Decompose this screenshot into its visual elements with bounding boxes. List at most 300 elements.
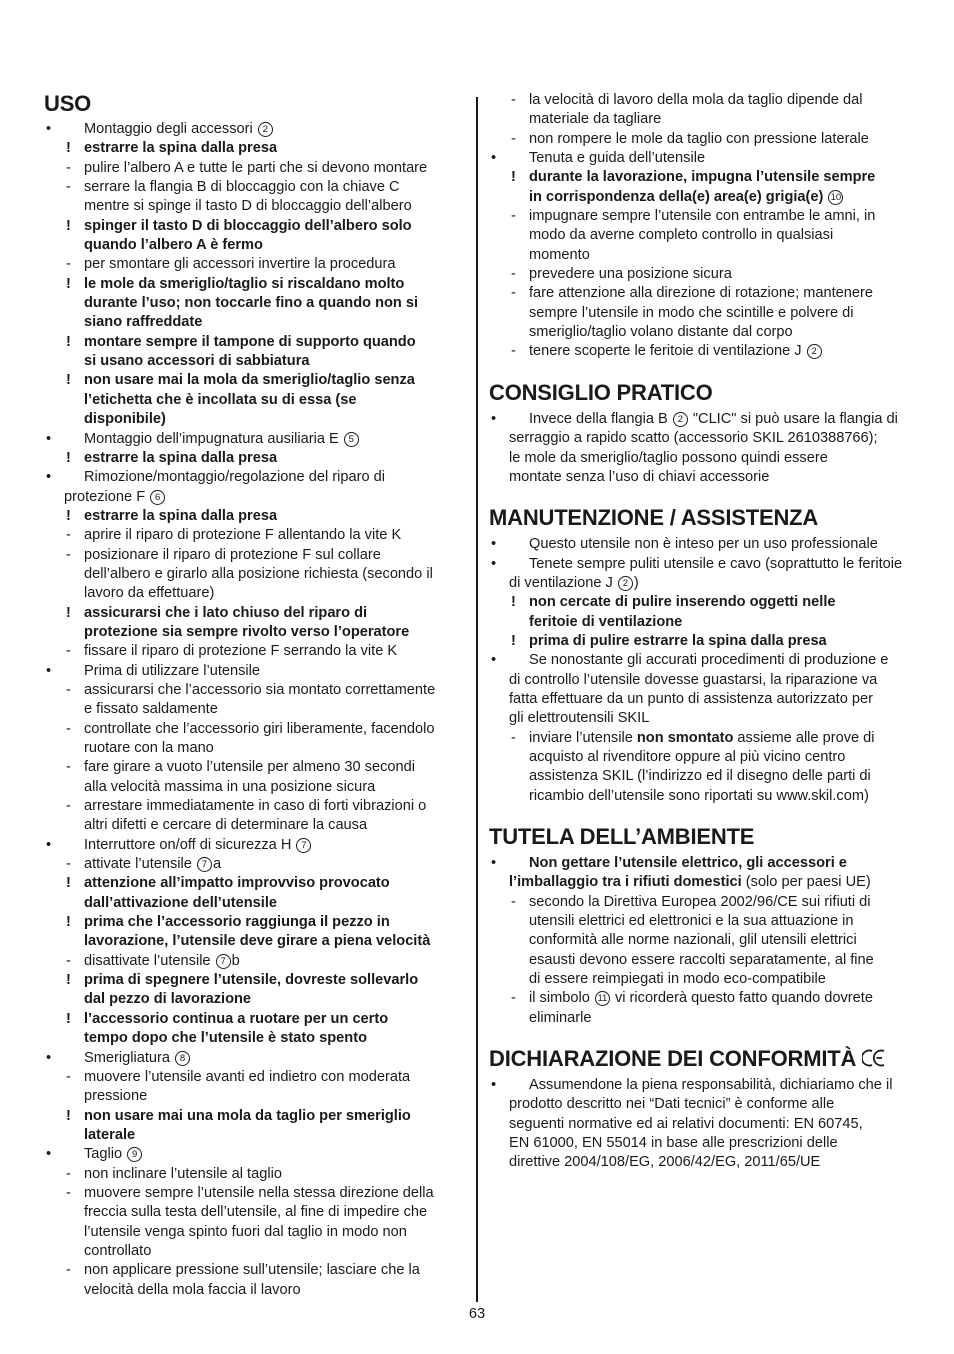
text: non inclinare l’utensile al taglio [84,1165,282,1182]
dash-item [489,342,913,361]
bold-text: siano raffreddate [84,314,203,331]
text: l’utensile venga spinto fuori dal taglio in modo non [84,1223,407,1240]
bullet-item [44,1145,468,1164]
dash-marker: - [66,1165,71,1182]
text-line [489,429,913,448]
bullet-marker: • [491,652,497,669]
warning-marker: ! [66,275,71,292]
dash-marker: - [66,527,71,544]
text-line [489,931,913,950]
dash-marker: - [511,343,516,360]
text-line [44,391,468,410]
text-line [44,894,468,913]
text: pressione [84,1088,148,1105]
text: e fissato saldamente [84,701,218,718]
text: impugnare sempre l’utensile con entrambe le amni, in [529,208,876,225]
text: Tenete sempre puliti utensile e cavo (soprattutto le feritoie [529,555,903,572]
bold-text: disponibile) [84,411,166,428]
text: direttive 2004/108/EG, 2006/42/EG, 2011/65/UE [509,1154,821,1171]
text: Se nonostante gli accurati procedimenti di produzione e [529,652,889,669]
warning-item [489,593,913,612]
text: Tenuta e guida dell’utensile [529,150,706,167]
bullet-item [44,662,468,681]
text: materiale da tagliare [529,111,662,128]
bold-text: tempo dopo che l’utensile è stato spento [84,1030,367,1047]
bold-text: non usare mai la mola da smeriglio/taglio senza [84,372,415,389]
bold-text: l’etichetta che è incollata su di essa (se [84,391,357,408]
text-line [489,110,913,129]
text: assieme alle prove di [733,729,875,746]
text-line [489,767,913,786]
dash-marker: - [66,856,71,873]
warning-item [44,507,468,526]
text: smeriglio/taglio volano distante dal corpo [529,324,793,341]
warning-marker: ! [511,169,516,186]
text: b [231,952,240,969]
dash-item [44,546,468,565]
bullet-item [489,854,913,873]
bullet-marker: • [46,1146,52,1163]
bullet-marker: • [491,555,497,572]
text: muovere l’utensile avanti ed indietro con moderata [84,1068,411,1085]
warning-marker: ! [66,875,71,892]
warning-marker: ! [511,632,516,649]
warning-marker: ! [66,914,71,931]
dash-item [44,1165,468,1184]
bold-text: quando l’albero A è fermo [84,237,263,254]
dash-marker: - [66,1184,71,1201]
text: fare girare a vuoto l’utensile per almeno 30 secondi [84,759,415,776]
dash-marker: - [511,285,516,302]
dash-item [489,893,913,912]
dash-marker: - [511,893,516,910]
text: non rompere le mole da taglio con pressione laterale [529,130,869,147]
text-line [44,1029,468,1048]
figure-ref-number: 11 [595,991,610,1006]
text: assicurarsi che l’accessorio sia montato correttamente [84,681,436,698]
warning-marker: ! [66,140,71,157]
text-line [44,565,468,584]
bold-text: non smontato [636,729,734,746]
section [489,505,913,806]
figure-ref-number: 5 [344,432,359,447]
text: di ventilazione J [509,574,617,591]
text-line [44,197,468,216]
text: per smontare gli accessori invertire la procedura [84,256,396,273]
text-line [489,323,913,342]
text-line [489,709,913,728]
bullet-marker: • [46,469,52,486]
text: Questo utensile non è inteso per un uso professionale [529,536,878,553]
dash-item [489,284,913,303]
bullet-marker: • [491,410,497,427]
text: Invece della flangia B [529,410,672,427]
page-number: 63 [468,1306,486,1322]
text-line [489,748,913,767]
dash-item [44,526,468,545]
bullet-item [489,651,913,670]
figure-ref-number: 2 [673,412,688,427]
figure-ref-number: 7 [216,954,231,969]
figure-ref-number: 10 [828,190,843,205]
warning-item [44,449,468,468]
text: gli elettroutensili SKIL [509,710,650,727]
section-title: MANUTENZIONE / ASSISTENZA [489,505,819,531]
text-line [489,613,913,632]
bold-text: l’accessorio continua a ruotare per un certo [84,1010,389,1027]
text-line [489,1115,913,1134]
section-title: DICHIARAZIONE DEI CONFORMITÀ [489,1046,913,1072]
dash-item [44,642,468,661]
warning-item [44,371,468,390]
bold-text: montare sempre il tampone di supporto quando [84,333,416,350]
text-line [489,671,913,690]
dash-item [489,130,913,149]
bullet-marker: • [491,150,497,167]
figure-ref-number: 2 [258,122,273,137]
dash-item [44,255,468,274]
text-line [44,488,468,507]
warning-marker: ! [66,1107,71,1124]
text-line [44,294,468,313]
section [489,380,913,487]
bold-text: feritoie di ventilazione [529,613,683,630]
text: Interruttore on/off di sicurezza H [84,836,296,853]
warning-marker: ! [66,604,71,621]
dash-marker: - [66,179,71,196]
text-line [44,410,468,429]
text: altri difetti e cercare di determinare la causa [84,817,368,834]
bold-text: lavorazione, l’utensile deve girare a piena velocità [84,933,431,950]
warning-item [44,333,468,352]
warning-item [44,604,468,623]
warning-marker: ! [66,972,71,989]
text: alla velocità massima in una posizione sicura [84,778,376,795]
dash-item [489,91,913,110]
text: mentre si spinge il tasto D di bloccaggio dell’albero [84,198,412,215]
text: freccia sulla testa dell’utensile, al fine di impedire che [84,1204,428,1221]
warning-item [44,913,468,932]
figure-ref-number: 7 [197,857,212,872]
text: il simbolo [529,990,594,1007]
text-line [489,951,913,970]
text-line [489,690,913,709]
text: di controllo l’utensile dovesse guastarsi, la riparazione va [509,671,878,688]
text-line [44,739,468,758]
text: di essere reimpiegati in modo eco-compatibile [529,971,826,988]
figure-ref-number: 8 [175,1051,190,1066]
section [489,824,913,1028]
bold-text: si usano accessori di sabbiatura [84,353,310,370]
dash-item [44,797,468,816]
dash-marker: - [511,92,516,108]
text-line [44,1281,468,1300]
bullet-marker: • [46,836,52,853]
text: ruotare con la mano [84,740,214,756]
bullet-marker: • [491,1077,497,1094]
left-column [44,91,468,1300]
bullet-item [44,120,468,139]
text: serraggio a rapido scatto (accessorio SKIL 2610388766); [509,430,878,447]
bold-text: estrarre la spina dalla presa [84,449,278,466]
text-line [489,468,913,487]
text-line [44,352,468,371]
dash-marker: - [66,681,71,698]
text-line [44,313,468,332]
text: ricambio dell’utensile sono riportati su www.skil.com) [529,787,869,804]
text-line [44,1087,468,1106]
text: sempre l’utensile in modo che scintille e polvere di [529,304,854,321]
text: fissare il riparo di protezione F serrando la vite K [84,643,398,660]
dash-item [44,1068,468,1087]
text: assistenza SKIL (l’indirizzo ed il disegno delle parti di [529,768,871,785]
text: conformità alle norme nazionali, glil utensili elettrici [529,932,857,949]
bold-text: spinger il tasto D di bloccaggio dell’albero solo [84,217,412,234]
bold-text: dall’attivazione dell’utensile [84,894,278,911]
text: Montaggio dell’impugnatura ausiliaria E [84,430,343,447]
text-line [489,304,913,323]
figure-ref-number: 9 [127,1147,142,1162]
bold-text: prima che l’accessorio raggiunga il pezzo in [84,914,390,931]
bullet-item [489,410,913,429]
text: arrestare immediatamente in caso di forti vibrazioni o [84,798,427,815]
text: ) [633,574,639,591]
text: montate senza l’uso di chiavi accessorie [509,468,770,485]
warning-item [44,275,468,294]
text: secondo la Direttiva Europea 2002/96/CE sui rifiuti di [529,893,871,910]
figure-ref-number: 2 [618,576,633,591]
dash-marker: - [66,720,71,737]
bold-text: protezione sia sempre rivolto verso l’operatore [84,623,410,640]
text: le mole da smeriglio/taglio possono quindi essere [509,449,828,466]
bullet-marker: • [491,855,497,871]
text: vi ricorderà questo fatto quando dovrete [610,990,873,1007]
text: velocità della mola faccia il lavoro [84,1281,301,1298]
right-column [489,91,913,1173]
dash-marker: - [66,1262,71,1279]
dash-marker: - [511,208,516,225]
section-title: TUTELA DELL’AMBIENTE [489,824,755,849]
text: la velocità di lavoro della mola da taglio dipende dal [529,92,863,108]
section [489,91,913,362]
bold-text: assicurarsi che i lato chiuso del riparo di [84,604,368,621]
bold-text: durante la lavorazione, impugna l’utensile sempre [529,169,876,186]
text: modo da averne completo controllo in qualsiasi [529,227,834,244]
text-line [44,990,468,1009]
text: prodotto descritto nei “Dati tecnici” è conforme alle [509,1096,835,1113]
text: Montaggio degli accessori [84,121,257,137]
text: lavoro da effettuare) [84,585,215,602]
text: (solo per paesi UE) [741,874,871,891]
bold-text: prima di pulire estrarre la spina dalla presa [529,632,827,649]
section-title: CONSIGLIO PRATICO [489,379,713,405]
bullet-marker: • [46,430,52,447]
bold-text: durante l’uso; non toccarle fino a quando non si [84,295,419,312]
text-line [44,1223,468,1242]
dash-item [44,178,468,197]
text-line [44,623,468,642]
figure-ref-number: 6 [150,490,165,505]
bold-text: attenzione all’impatto improvviso provocato [84,875,390,892]
text-line [489,226,913,245]
text-line [489,1095,913,1114]
bullet-marker: • [491,536,497,553]
figure-ref-number: 2 [807,344,822,359]
dash-item [44,681,468,700]
text: muovere sempre l’utensile nella stessa direzione della [84,1184,434,1201]
warning-item [44,1010,468,1029]
dash-item [44,159,468,178]
text: controllate che l’accessorio giri liberamente, facendolo [84,720,435,737]
text-line [44,584,468,603]
bold-text: laterale [84,1126,136,1143]
text-line [44,236,468,255]
dash-marker: - [511,990,516,1007]
warning-marker: ! [66,372,71,389]
dash-item [489,729,913,748]
text: posizionare il riparo di protezione F sul collare [84,546,381,563]
text-line [489,787,913,806]
text: protezione F [64,488,150,505]
text: EN 61000, EN 55014 in base alle prescrizioni delle [509,1135,838,1152]
dash-marker: - [66,159,71,176]
text-line [44,1203,468,1222]
bullet-item [44,836,468,855]
text: momento [529,246,590,263]
text: fare attenzione alla direzione di rotazione; mantenere [529,285,873,302]
dash-item [44,855,468,874]
text: prevedere una posizione sicura [529,266,732,283]
text-line [489,246,913,265]
bullet-item [44,468,468,487]
bold-text: estrarre la spina dalla presa [84,507,278,524]
text: pulire l’albero A e tutte le parti che si devono montare [84,159,428,176]
dash-item [44,1261,468,1280]
text: aprire il riparo di protezione F allentando la vite K [84,527,402,544]
warning-item [44,139,468,158]
text-line [489,1134,913,1153]
text: "CLIC" si può usare la flangia di [688,410,898,427]
text-line [44,932,468,951]
text: Taglio [84,1146,127,1163]
bold-text: prima di spegnere l’utensile, dovreste sollevarlo [84,972,419,989]
text: utensili elettrici ed elettronici e la sua attuazione in [529,913,854,930]
section-title: USO [44,91,92,116]
text-line [44,1242,468,1261]
text-line [489,1009,913,1028]
dash-marker: - [66,256,71,273]
dash-marker: - [66,759,71,776]
warning-marker: ! [66,449,71,466]
bullet-marker: • [46,1049,52,1066]
dash-marker: - [511,130,516,147]
bullet-item [489,1076,913,1095]
text: seguenti normative ed ai relativi documenti: EN 60745, [509,1115,863,1132]
text: fatta effettuare da un punto di assistenza autorizzato per [509,690,874,707]
bold-text: in corrispondenza della(e) area(e) grigia(e) [529,188,828,205]
dash-marker: - [511,266,516,283]
dash-item [44,758,468,777]
section [489,1046,913,1173]
warning-marker: ! [511,594,516,611]
text: inviare l’utensile [529,729,637,746]
text-line [489,1153,913,1172]
warning-item [489,168,913,187]
text-line [489,574,913,593]
bullet-item [489,555,913,574]
dash-item [44,952,468,971]
text: disattivate l’utensile [84,952,215,969]
text: serrare la flangia B di bloccaggio con la chiave C [84,179,400,196]
dash-marker: - [66,643,71,660]
text-line [489,912,913,931]
dash-item [489,989,913,1008]
bold-text: le mole da smeriglio/taglio si riscaldano molto [84,275,405,292]
bullet-item [44,1049,468,1068]
dash-marker: - [66,798,71,815]
dash-item [489,207,913,226]
text: tenere scoperte le feritoie di ventilazione J [529,343,806,360]
dash-item [44,720,468,739]
warning-item [44,971,468,990]
text: dell’albero e girarlo alla posizione richiesta (secondo il [84,565,433,582]
dash-item [44,1184,468,1203]
text-line [44,778,468,797]
section [44,91,468,1300]
warning-item [489,632,913,651]
text: Rimozione/montaggio/regolazione del riparo di [84,469,385,486]
warning-item [44,874,468,893]
bold-text: estrarre la spina dalla presa [84,140,278,157]
bold-text: non usare mai una mola da taglio per smeriglio [84,1107,411,1124]
dash-marker: - [511,729,516,746]
bold-text: non cercate di pulire inserendo oggetti nelle [529,594,836,611]
text: Smerigliatura [84,1049,175,1066]
text-line [489,873,913,892]
text: Prima di utilizzare l’utensile [84,662,261,679]
ce-mark-icon [862,1049,886,1067]
text: Assumendone la piena responsabilità, dichiariamo che il [529,1077,893,1094]
text-line [44,816,468,835]
text-line [489,970,913,989]
dash-marker: - [66,1068,71,1085]
column-divider [476,97,478,1302]
bold-text: l’imballaggio tra i rifiuti domestici [509,874,742,891]
bullet-item [44,430,468,449]
text: non applicare pressione sull’utensile; lasciare che la [84,1262,420,1279]
warning-item [44,1107,468,1126]
dash-marker: - [66,546,71,563]
bullet-item [489,535,913,554]
text-line [489,188,913,207]
warning-marker: ! [66,217,71,234]
warning-marker: ! [66,333,71,350]
text: controllato [84,1242,152,1259]
warning-item [44,217,468,236]
text-line [489,449,913,468]
text-line [44,1126,468,1145]
text: attivate l’utensile [84,856,196,873]
warning-marker: ! [66,507,71,524]
bullet-item [489,149,913,168]
text-line [44,700,468,719]
bullet-marker: • [46,121,52,137]
text: esausti devono essere raccolti separatamente, al fine [529,951,874,968]
text: eliminarle [529,1009,592,1026]
text: a [212,856,222,873]
text: acquisto al rivenditore oppure al più vicino centro [529,748,846,765]
bold-text: dal pezzo di lavorazione [84,991,252,1008]
